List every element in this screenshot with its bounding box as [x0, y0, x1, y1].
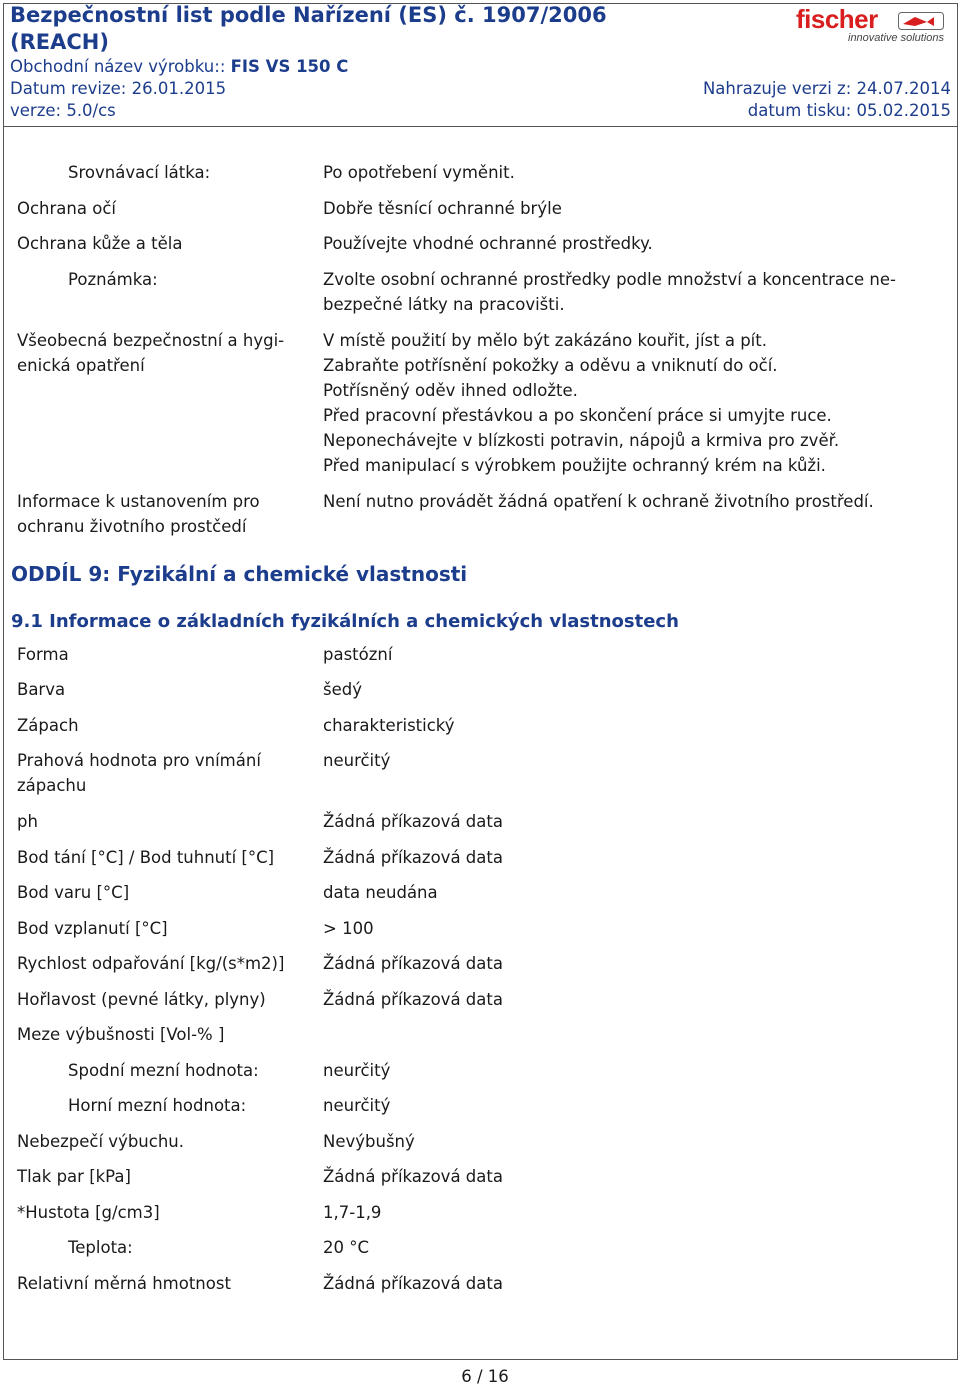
property-value: Žádná příkazová data	[323, 1167, 503, 1186]
hygiene-value: Zabraňte potřísnění pokožky a oděvu a vniknutí do očí.	[323, 356, 778, 375]
property-value: 1,7-1,9	[323, 1203, 382, 1222]
hygiene-value: V místě použití by mělo být zakázáno kouřit, jíst a pít.	[323, 331, 767, 350]
env-label-line2: ochranu životního prostčedí	[17, 517, 247, 536]
fischer-logo	[796, 6, 946, 46]
env-label-line1: Informace k ustanovením pro	[17, 492, 260, 511]
hygiene-value: Před pracovní přestávkou a po skončení práce si umyjte ruce.	[323, 406, 832, 425]
section9-subtitle: 9.1 Informace o základních fyzikálních a chemických vlastnostech	[11, 611, 679, 632]
property-label: Tlak par [kPa]	[17, 1167, 131, 1186]
reference-substance-value: Po opotřebení vyměnit.	[323, 163, 515, 182]
property-label: Bod tání [°C] / Bod tuhnutí [°C]	[17, 848, 275, 867]
section9-title: ODDÍL 9: Fyzikální a chemické vlastnosti	[11, 562, 468, 586]
note-value-line2: bezpečné látky na pracovišti.	[323, 295, 565, 314]
property-value: neurčitý	[323, 751, 391, 770]
page-number: 6 / 16	[461, 1367, 509, 1386]
note-label: Poznámka:	[68, 270, 158, 289]
property-label: Rychlost odpařování [kg/(s*m2)]	[17, 954, 285, 973]
replaces-version: Nahrazuje verzi z: 24.07.2014	[702, 79, 951, 98]
eye-protection-value: Dobře těsnící ochranné brýle	[323, 199, 562, 218]
property-value: neurčitý	[323, 1061, 391, 1080]
logo-tagline: innovative solutions	[848, 32, 945, 44]
product-line	[10, 56, 348, 78]
hygiene-value: Neponechávejte v blízkosti potravin, nápojů a krmiva pro zvěř.	[323, 431, 840, 450]
property-label: Forma	[17, 645, 69, 664]
property-value: Žádná příkazová data	[323, 812, 503, 831]
property-value: Nevýbušný	[323, 1132, 415, 1151]
logo-wordmark: fischer	[796, 4, 878, 34]
property-value: data neudána	[323, 883, 438, 902]
note-value-line1: Zvolte osobní ochranné prostředky podle množství a koncentrace ne-	[323, 270, 896, 289]
property-label: Spodní mezní hodnota:	[68, 1061, 259, 1080]
property-value: šedý	[323, 680, 362, 699]
property-label: Prahová hodnota pro vnímání	[17, 751, 261, 770]
document-title-line1: Bezpečnostní list podle Nařízení (ES) č. 1907/2006	[10, 3, 607, 27]
product-label: Obchodní název výrobku::	[10, 57, 226, 76]
eye-protection-label: Ochrana očí	[17, 199, 116, 218]
property-label: Zápach	[17, 716, 79, 735]
property-label: Bod vzplanutí [°C]	[17, 919, 168, 938]
property-value: 20 °C	[323, 1238, 370, 1257]
property-label: Horní mezní hodnota:	[68, 1096, 247, 1115]
property-label-line2: zápachu	[17, 776, 87, 795]
hygiene-value: Potřísněný oděv ihned odložte.	[323, 381, 578, 400]
version: verze: 5.0/cs	[10, 101, 116, 120]
property-label: Barva	[17, 680, 66, 699]
property-label: Teplota:	[68, 1238, 133, 1257]
hygiene-label-line1: Všeobecná bezpečnostní a hygi-	[17, 331, 285, 350]
revision-date: Datum revize: 26.01.2015	[10, 79, 227, 98]
property-value: Žádná příkazová data	[323, 848, 503, 867]
property-value: > 100	[323, 919, 374, 938]
hygiene-label-line2: enická opatření	[17, 356, 145, 375]
fish-logo-icon	[898, 12, 944, 30]
property-label: Meze výbušnosti [Vol-% ]	[17, 1025, 225, 1044]
property-label: Bod varu [°C]	[17, 883, 130, 902]
property-label: Relativní měrná hmotnost	[17, 1274, 231, 1293]
property-label: Nebezpečí výbuchu.	[17, 1132, 184, 1151]
document-title-line2: (REACH)	[10, 30, 109, 54]
property-label: Hořlavost (pevné látky, plyny)	[17, 990, 266, 1009]
print-date: datum tisku: 05.02.2015	[747, 101, 951, 120]
property-label: *Hustota [g/cm3]	[17, 1203, 160, 1222]
skin-protection-label: Ochrana kůže a těla	[17, 234, 183, 253]
property-value: pastózní	[323, 645, 393, 664]
property-value: Žádná příkazová data	[323, 990, 503, 1009]
skin-protection-value: Používejte vhodné ochranné prostředky.	[323, 234, 653, 253]
hygiene-value: Před manipulací s výrobkem použijte ochranný krém na kůži.	[323, 456, 826, 475]
property-value: Žádná příkazová data	[323, 1274, 503, 1293]
product-name: FIS VS 150 C	[230, 57, 349, 76]
reference-substance-label: Srovnávací látka:	[68, 163, 211, 182]
env-value: Není nutno provádět žádná opatření k ochraně životního prostředí.	[323, 492, 874, 511]
property-value: charakteristický	[323, 716, 455, 735]
property-label: ph	[17, 812, 38, 831]
property-value: neurčitý	[323, 1096, 391, 1115]
property-value: Žádná příkazová data	[323, 954, 503, 973]
